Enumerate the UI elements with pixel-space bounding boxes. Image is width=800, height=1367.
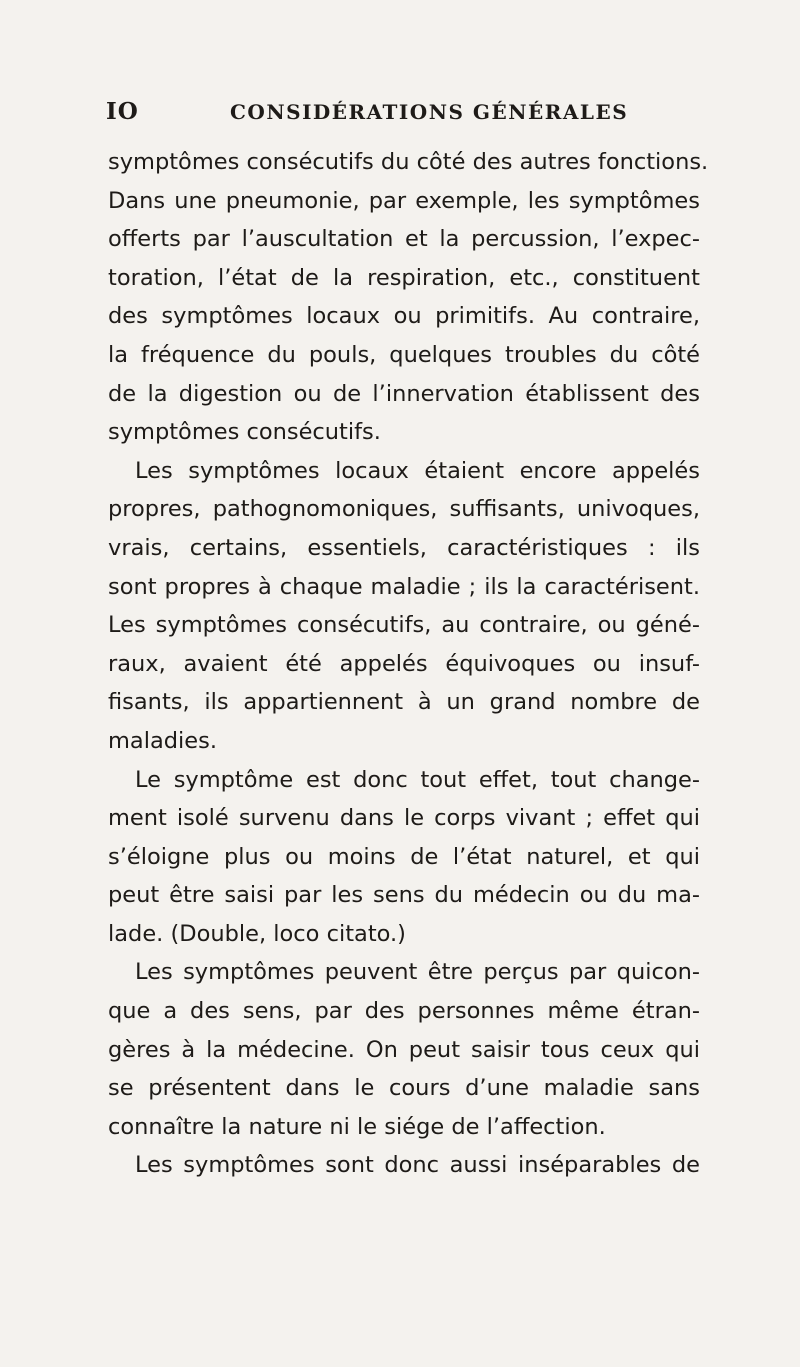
text-line: propres, pathognomoniques, suffisants, univoques, (108, 496, 700, 523)
text-line: que a des sens, par des personnes même étran- (108, 998, 700, 1025)
text-line: gères à la médecine. On peut saisir tous ceux qui (108, 1036, 700, 1063)
page-header (0, 92, 800, 132)
text-line: Le symptôme est donc tout effet, tout change- (135, 766, 700, 793)
text-line: sont propres à chaque maladie ; ils la caractérisent. (108, 573, 700, 600)
text-line: peut être saisi par les sens du médecin ou du ma- (108, 882, 700, 909)
page-number: IO (106, 98, 139, 125)
text-line: la fréquence du pouls, quelques troubles du côté (108, 341, 700, 368)
text-line: Les symptômes locaux étaient encore appelés (135, 457, 700, 484)
body-text (108, 143, 709, 1185)
text-line: s’éloigne plus ou moins de l’état naturel, et qui (108, 843, 700, 870)
running-title: CONSIDÉRATIONS GÉNÉRALES (230, 100, 629, 124)
text-line: Les symptômes sont donc aussi inséparables de (135, 1152, 700, 1179)
text-line: connaître la nature ni le siége de l’affection. (108, 1113, 606, 1140)
text-line: maladies. (108, 727, 217, 754)
text-line: des symptômes locaux ou primitifs. Au contraire, (108, 303, 700, 330)
text-line: vrais, certains, essentiels, caractéristiques : ils (108, 534, 700, 561)
text-line: toration, l’état de la respiration, etc., constituent (108, 264, 700, 291)
text-line: Dans une pneumonie, par exemple, les symptômes (108, 187, 700, 214)
text-line: fisants, ils appartiennent à un grand nombre de (108, 689, 700, 716)
text-line: lade. (Double, loco citato.) (108, 920, 406, 947)
text-line: Les symptômes peuvent être perçus par quicon- (135, 959, 700, 986)
text-line: raux, avaient été appelés équivoques ou insuf- (108, 650, 700, 677)
text-line: symptômes consécutifs du côté des autres fonctions. (108, 149, 709, 175)
text-line: symptômes consécutifs. (108, 419, 381, 446)
text-line: offerts par l’auscultation et la percussion, l’expec- (108, 226, 700, 253)
text-line: se présentent dans le cours d’une maladie sans (108, 1075, 700, 1102)
text-line: de la digestion ou de l’innervation établissent des (108, 380, 700, 407)
text-line: ment isolé survenu dans le corps vivant ; effet qui (108, 805, 700, 832)
text-line: Les symptômes consécutifs, au contraire, ou géné- (108, 612, 700, 639)
